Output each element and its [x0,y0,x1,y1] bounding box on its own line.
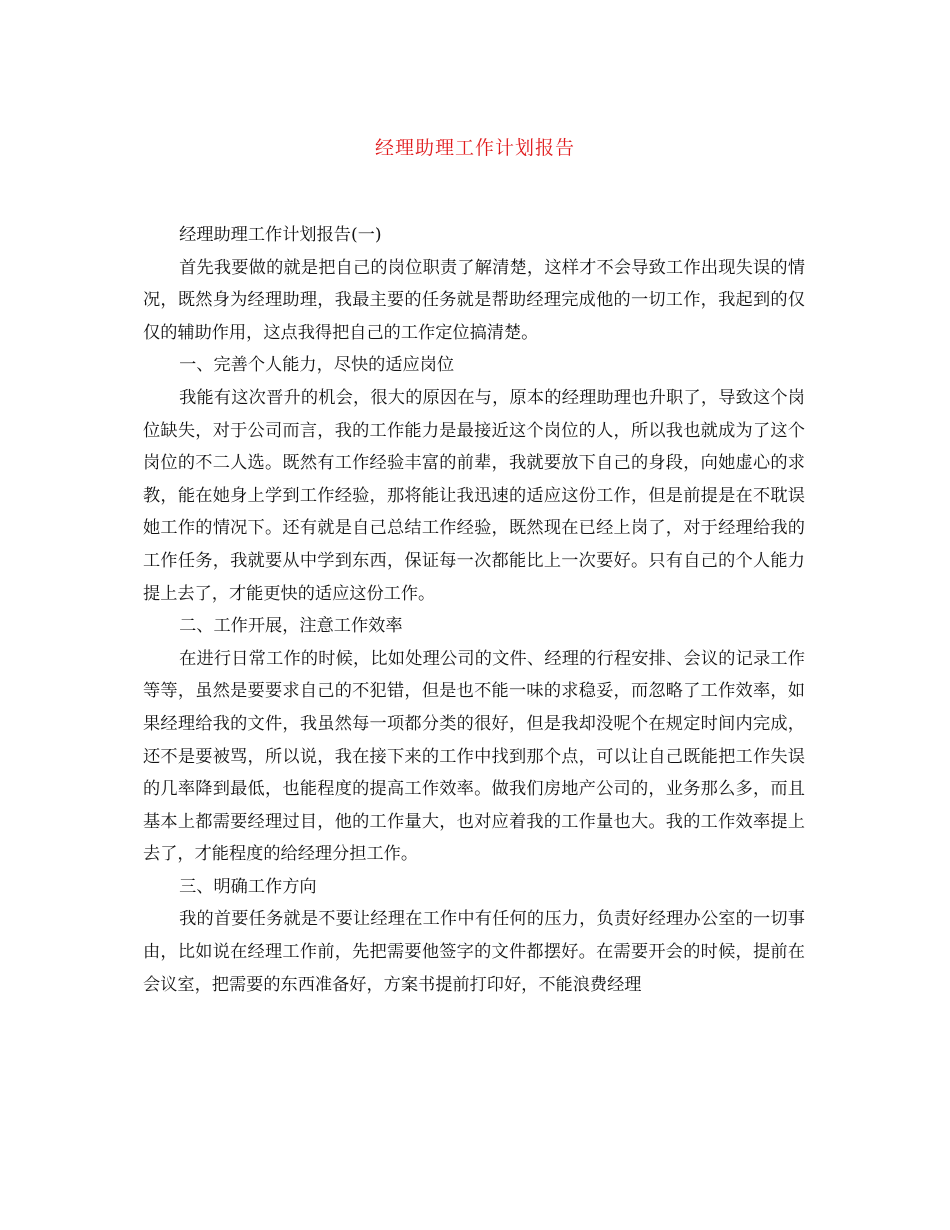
document-body [143,219,805,1001]
section-heading: 一、完善个人能力，尽快的适应岗位 [179,355,455,376]
section-heading: 经理助理工作计划报告(一) [179,225,382,245]
body-paragraph: 在进行日常工作的时候，比如处理公司的文件、经理的行程安排、会议的记录工作等等，虽然是要要求自己的不犯错，但是也不能一味的求稳妥，而忽略了工作效率，如果经理给我的文件，我虽然每一项都分类的很好，但是我却没呢个在规定时间内完成，还不是要被骂，所以说，我在接下来的工作中找到那个点，可以让自己既能把工作失误的几率降到最低，也能程度的提高工作效率。做我们房地产公司的，业务那么多，而且基本上都需要经理过目，他的工作量大，也对应着我的工作量也大。我的工作效率提上去了，才能程度的给经理分担工作。 [143,648,805,865]
body-paragraph: 我能有这次晋升的机会，很大的原因在与，原本的经理助理也升职了，导致这个岗位缺失，对于公司而言，我的工作能力是最接近这个岗位的人，所以我也就成为了这个岗位的不二人选。既然有工作经验丰富的前辈，我就要放下自己的身段，向她虚心的求教，能在她身上学到工作经验，那将能让我迅速的适应这份工作，但是前提是在不耽误她工作的情况下。还有就是自己总结工作经验，既然现在已经上岗了，对于经理给我的工作任务，我就要从中学到东西，保证每一次都能比上一次要好。只有自己的个人能力提上去了，才能更快的适应这份工作。 [143,387,805,604]
section-heading: 三、明确工作方向 [179,876,317,897]
body-paragraph: 首先我要做的就是把自己的岗位职责了解清楚，这样才不会导致工作出现失误的情况，既然身为经理助理，我最主要的任务就是帮助经理完成他的一切工作，我起到的仅仅的辅助作用，这点我得把自己的工作定位搞清楚。 [143,257,805,343]
body-paragraph: 我的首要任务就是不要让经理在工作中有任何的压力，负责好经理办公室的一切事由，比如说在经理工作前，先把需要他签字的文件都摆好。在需要开会的时候，提前在会议室，把需要的东西准备好，方案书提前打印好，不能浪费经理 [143,909,805,995]
document-title: 经理助理工作计划报告 [374,137,575,159]
section-heading: 二、工作开展，注意工作效率 [179,616,403,637]
